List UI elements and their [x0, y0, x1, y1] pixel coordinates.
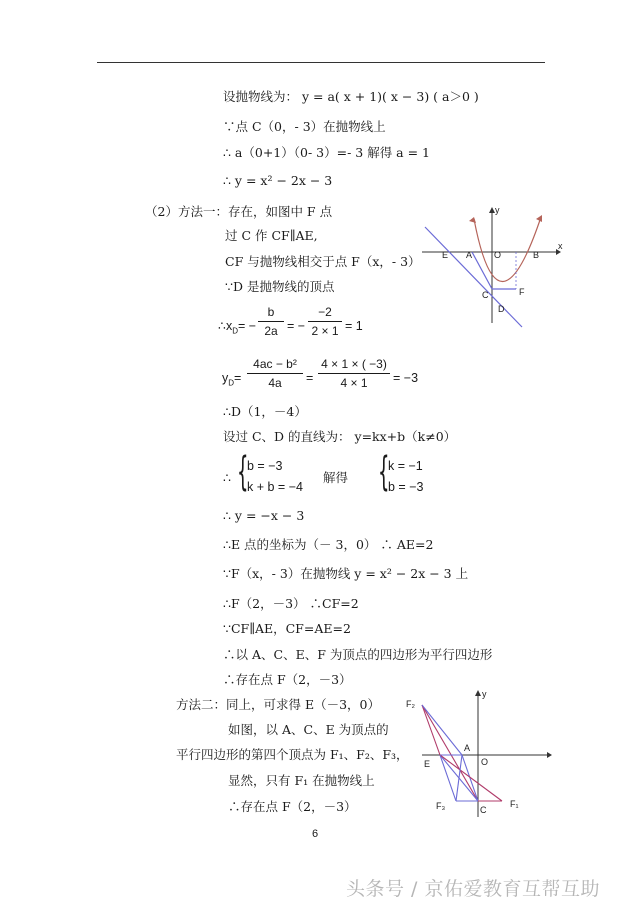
system-therefore: ∴ [223, 470, 231, 485]
yd-formula [222, 370, 241, 392]
yd-eq2: = [306, 371, 314, 385]
label-y: y [495, 205, 500, 215]
line-through-c: 过 C 作 CF∥AE, [225, 228, 318, 243]
fraction-4ac-b2-over-4a [247, 357, 303, 390]
label-o: O [494, 250, 502, 260]
label-d: D [498, 304, 505, 314]
line-cf-intersect: CF 与抛物线相交于点 F（x，- 3） [225, 254, 421, 269]
fraction-numerator: 4 × 1 × ( −3) [321, 357, 387, 371]
yd-prefix: y [222, 371, 229, 385]
parabola-arrow-right [536, 215, 542, 222]
figure-parabola-method-one [420, 205, 570, 330]
system2-eq2: b = −3 [388, 480, 424, 494]
figure-parallelogram-method-two [402, 685, 562, 820]
fraction-values [318, 357, 390, 390]
label-f1: F₁ [510, 799, 519, 809]
line-method-two: 方法二：同上，可求得 E（－3，0） [176, 697, 381, 712]
line-parabola-form: 设抛物线为： y = a( x + 1)( x − 3) ( a＞0 ) [223, 89, 479, 104]
label-y: y [482, 689, 487, 699]
fraction-numerator: b [267, 305, 275, 319]
fraction-denominator: 2a [264, 324, 278, 338]
line-f-coords: ∴F（2，－3） ∴CF=2 [223, 596, 359, 611]
line-e-coords: ∴E 点的坐标为（－ 3，0） ∴ AE=2 [223, 537, 434, 552]
x-axis-arrow [547, 752, 552, 758]
segment-f2-e [422, 705, 440, 755]
fraction-denominator: 4a [268, 376, 282, 390]
fraction-neg2-over-2x1 [308, 305, 342, 338]
line-parabola-result: ∴ y = x² − 2x − 3 [223, 173, 333, 188]
label-a: A [466, 250, 473, 260]
xd-formula [218, 318, 256, 340]
segment-f3-a [456, 755, 462, 801]
line-vertex-d: ∵D 是抛物线的顶点 [225, 279, 335, 294]
yd-eq3: = −3 [393, 371, 419, 385]
label-e: E [442, 250, 449, 260]
fraction-numerator: −2 [318, 305, 332, 319]
xd-eq3: = 1 [345, 319, 363, 333]
system1-eq2: k + b = −4 [247, 480, 303, 494]
line-method-one: （2）方法一：存在，如图中 F 点 [145, 204, 333, 219]
label-b: B [533, 250, 540, 260]
label-c: C [482, 290, 489, 300]
line-fourth-vertex: 平行四边形的第四个顶点为 F₁、F₂、F₃， [176, 747, 409, 762]
line-point-c: ∵点 C（0，- 3）在抛物线上 [223, 119, 386, 134]
parabola-curve [474, 217, 541, 282]
line-d-coords: ∴D（1，－4） [223, 404, 307, 419]
brace-left-1: { [237, 449, 249, 495]
yd-eq1: = [234, 371, 242, 385]
label-e: E [424, 759, 431, 769]
fraction-numerator: 4ac − b² [253, 357, 297, 371]
line-cf-parallel: ∵CF∥AE，CF=AE=2 [223, 621, 351, 636]
label-o: O [481, 757, 489, 767]
segment-f2-c [422, 705, 478, 801]
header-rule [97, 62, 545, 63]
label-x: x [558, 241, 563, 251]
line-line-cd: 设过 C、D 的直线为： y=kx+b（k≠0） [223, 429, 457, 444]
fraction-b-over-2a [258, 305, 284, 338]
yd-sub: D [228, 378, 235, 388]
system1-eq1: b = −3 [247, 459, 283, 473]
line-f-on-parabola: ∵F（x，- 3）在抛物线 y = x² − 2x − 3 上 [223, 566, 469, 581]
system2-eq1: k = −1 [388, 459, 423, 473]
y-axis-arrow [475, 690, 481, 696]
segment-e-f1 [440, 755, 502, 801]
watermark: 头条号 / 京佑爱教育互帮互助 [346, 878, 600, 900]
line-exists-1: ∴存在点 F（2，－3） [223, 672, 352, 687]
xd-eq1: = − [237, 319, 257, 333]
line-parallelogram: ∴以 A、C、E、F 为顶点的四边形为平行四边形 [223, 647, 493, 662]
label-a: A [464, 743, 471, 753]
xd-prefix: ∴x [218, 319, 233, 333]
xd-sub: D [232, 326, 238, 336]
line-as-figure: 如图，以 A、C、E 为顶点的 [228, 722, 389, 737]
segment-f2-a [422, 705, 462, 755]
label-f: F [519, 287, 525, 297]
fraction-denominator: 2 × 1 [311, 324, 339, 338]
line-solve-a: ∴ a（0+1）（0- 3）=- 3 解得 a = 1 [223, 145, 431, 160]
line-exists-2: ∴存在点 F（2，－3） [228, 799, 357, 814]
label-c: C [480, 805, 487, 815]
fraction-denominator: 4 × 1 [340, 376, 368, 390]
system-solve: 解得 [323, 470, 349, 485]
line-only-f1: 显然，只有 F₁ 在抛物线上 [228, 773, 375, 788]
parabola-arrow-left [469, 217, 476, 223]
label-f2: F₂ [406, 699, 415, 709]
segment-e-f3 [440, 755, 456, 801]
label-f3: F₃ [436, 801, 446, 811]
xd-eq2: = − [287, 319, 306, 333]
line-ecd [425, 227, 522, 327]
line-line-result: ∴ y = −x − 3 [223, 508, 305, 523]
page-number: 6 [312, 828, 319, 840]
brace-left-2: { [378, 449, 390, 495]
